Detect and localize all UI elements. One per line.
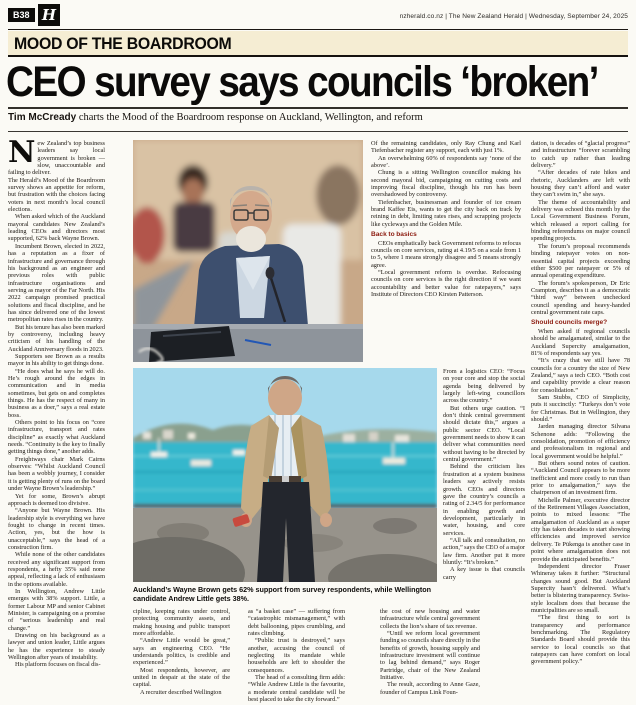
article-column-4: [380, 608, 480, 705]
masthead-meta: nzherald.co.nz | The New Zealand Herald | Wednesday, September 24, 2025: [399, 13, 628, 20]
paragraph: The result, according to Anne Gaze, founder of Campus Link Foun-: [380, 681, 480, 696]
paragraph: “Andrew Little would be great,” says an engineering CEO. “He understands politics, is credible and experienced.”: [133, 637, 230, 667]
paragraph-flow: [371, 140, 521, 298]
paragraph: Chung is a sitting Wellington councillor making his second mayoral bid, campaigning on cutting costs and improving fiscal discipline, though his run has been overshadowed by controversy.: [371, 169, 521, 199]
paragraph: From a logistics CEO: “Focus on your core and stop the social agenda being delivered by largely left-wing councillors across the country.”: [443, 368, 525, 405]
byline-author: Tim McCready: [8, 112, 77, 123]
paragraph: The theme of accountability and delivery was echoed this month by the Local Government Business Forum, which released a report calling for binding referendums on major council spending projects.: [531, 198, 630, 243]
paragraph: “It’s crazy that we still have 78 councils for a country the size of New Zealand,” says a tech CEO. “Both cost and capability provide a clear reason for consolidation.”: [531, 357, 630, 394]
paragraph: Most respondents, however, are united in despair at the state of the capital.: [133, 666, 230, 689]
section-subhead: Back to basics: [371, 231, 417, 239]
paragraph: “The first thing to sort is transparency and performance benchmarking. The Regulatory Standards Board should provide this service to local councils so that ratepayers can have comfort on local government policy.”: [531, 614, 630, 666]
paragraph: “All talk and consultation, no action,” says the CEO of a major law firm. Another put it more bluntly: “It’s broken.”: [443, 536, 525, 566]
lead-paragraph: [8, 140, 105, 177]
paragraph: An overwhelming 60% of respondents say ‘none of the above’.: [371, 154, 521, 170]
paragraph: Tiefenbacher, businessman and founder of ice cream brand Kaffee Eis, wants to get the city back on track by reining in debt, limiting rates rises, and scrapping projects like cycleways and the Golden Mile.: [371, 198, 521, 228]
paragraph: “Public trust is destroyed,” says another, accusing the council of neglecting its mandate while households are left to shoulder the consequences.: [248, 637, 345, 674]
article-column-5: [443, 368, 525, 582]
paragraph: Yet for some, Brown’s abrupt approach is deemed too divisive.: [8, 492, 105, 507]
paragraph: Of the remaining candidates, only Ray Chung and Karl Tiefenbacher register any support, each with just 1%.: [371, 140, 521, 155]
paragraph: Behind the criticism lies frustration at a system business leaders say actively resists growth. CEOs and directors gave the country’s councils a rating of 2.34/5 for performance in enabling growth and development, particularly in water, housing, and core services.: [443, 463, 525, 537]
paragraph: When asked if regional councils should be amalgamated, similar to the Auckland Supercity amalgamation, 81% of respondents say yes.: [531, 327, 630, 357]
photo-andrew-little: [133, 368, 437, 582]
byline-rule: [8, 131, 628, 132]
paragraph: The head of a consulting firm adds: “While Andrew Little is the favourite, a moderate central candidate will be best placed to take the city forward.”: [248, 674, 345, 704]
paragraph: the cost of new housing and water infrastructure while central government collects the lion’s share of tax revenue.: [380, 608, 480, 630]
paragraph: A recruiter described Wellington: [140, 688, 222, 696]
photo-caption: Auckland’s Wayne Brown gets 62% support from survey respondents, while Wellington candidate Andrew Little gets 38%.: [133, 585, 432, 603]
paragraph: But others urge caution. “I don’t think central government should dictate this,” argues a public sector CEO. “Local government needs to show it can deliver what communities need without having to be directed by central government.”: [443, 404, 525, 464]
article-column-6: [531, 140, 630, 705]
paragraph: The Herald’s Mood of the Boardroom survey shows an appetite for reform, but frustration with the choices facing voters in next month’s local council elections.: [8, 176, 105, 214]
paragraph: Supporters see Brown as a results mayor in his ability to get things done.: [8, 352, 105, 368]
paragraph: “Until we reform local government funding so councils share directly in the benefits of growth, housing supply and infrastructure investment will continue to lag behind demand,” says Roger Partridge, chair of the New Zealand Initiative.: [380, 630, 480, 682]
paragraph: A key issue is that councils carry: [443, 566, 525, 581]
paragraph: “After decades of rate hikes and rhetoric, Aucklanders are left with housing they can’t afford and water they can’t swim in,” she says.: [531, 169, 630, 199]
article-column-2: [133, 608, 230, 705]
paragraph: “Local government reform is overdue. Refocusing councils on core services is the right direction if we want accountability and better value for ratepayers,” says Institute of Directors CEO Kirsten Patterson.: [371, 269, 521, 299]
byline-text: charts the Mood of the Boardroom response on Auckland, Wellington, and reform: [76, 112, 423, 123]
paragraph: “Anyone but Wayne Brown. His leadership style is everything we have fought to change in recent times. Action, yes, but the how is unacceptable,” says the head of a construction firm.: [8, 507, 105, 551]
paragraph: Sam Stubbs, CEO of Simplicity, puts it succinctly: “Turkeys don’t vote for Christmas. But in Wellington, they should.”: [531, 393, 630, 423]
paragraph-flow: [531, 140, 630, 666]
paragraph: “He does what he says he will do. He’s rough around the edges in communication and in media sometimes, but gets on and completes things. He has the respect of many in business as a doer,” says a real estate boss.: [8, 367, 105, 419]
article-column-3: [248, 608, 345, 705]
paragraph: Michelle Palmer, executive director of the Retirement Villages Association, points to mixed lessons: “The amalgamation of Auckland as a super city has taken decades to start showing efficiencies and improved service delivery. Te Pūkenga is another case in point where amalgamation does not provide the anticipated benefits.”: [531, 496, 630, 563]
lead-text: ew Zealand’s top business leaders say local government is broken — slow, unaccountable and failing to deliver.: [8, 140, 105, 177]
headline-rule: [8, 107, 628, 109]
drop-cap: N: [8, 140, 36, 170]
section-subhead: Should councils merge?: [531, 319, 608, 327]
article-column-wide: [371, 140, 521, 364]
page-number-badge: B38: [8, 8, 35, 22]
herald-logo-icon: H: [38, 4, 60, 26]
paragraph: Freightways chair Mark Cairns observes: “Whilst Auckland Council has been a wobbly journey, I consider it is getting plenty of runs on the board under Wayne Brown’s leadership.”: [8, 455, 105, 493]
paragraph: CEOs emphatically back Government reforms to refocus councils on core services, rating at 4.19/5 on a scale from 1 to 5, where 1 means strongly disagree and 5 means strongly agree.: [371, 239, 521, 269]
paragraph: dation, is decades of “glacial progress” and infrastructure “forever scrambling to catch up rather than leading delivery.”: [531, 140, 630, 170]
paragraph: as “a basket case” — suffering from “catastrophic mismanagement,” with debt ballooning, pipes crumbling, and rates climbing.: [248, 608, 345, 638]
section-banner: [8, 31, 628, 57]
paragraph: Others point to his focus on “core infrastructure, transport and rates discipline” as exactly what Auckland needs. “Continuity is the key to finally getting things done,” another adds.: [8, 419, 105, 456]
paragraph-flow: [8, 177, 105, 669]
paragraph: The forum’s spokesperson, Dr Eric Crampton, describes it as a democratic “third way” between unchecked council spending and heavy-handed central government rate caps.: [531, 279, 630, 316]
paragraph: But his tenure has also been marked by controversy, including heavy criticism of his handling of the Auckland Anniversary floods in 2023.: [8, 323, 105, 353]
masthead-rule: [8, 29, 628, 30]
paragraph: When asked which of the Auckland mayoral candidates New Zealand’s leading CEOs and directors most supported, 62% back Wayne Brown.: [8, 213, 105, 243]
paragraph: His platform focuses on fiscal dis-: [15, 661, 101, 669]
paragraph: The forum’s proposal recommends binding ratepayer votes on non-essential capital projects exceeding either $500 per ratepayer or 5% of annual operating expenditure.: [531, 242, 630, 280]
paragraph: But others sound notes of caution. “Auckland Council appears to be more inefficient and more costly to run than prior to amalgamation,” says the chairperson of an investment firm.: [531, 460, 630, 497]
paragraph: cipline, keeping rates under control, protecting community assets, and making housing and public transport more affordable.: [133, 608, 230, 638]
paragraph: While none of the other candidates received any significant support from respondents, a hefty 35% said none appeal, reflecting a lack of enthusiasm in the options available.: [8, 551, 105, 588]
article-column-1: [8, 140, 105, 705]
byline: [8, 112, 423, 123]
paragraph: Independent director Fraser Whineray takes it further: “Structural changes sound good. But Auckland Supercity hasn’t delivered. What’s better is blistering transparency. Swiss-style localism does that because the municipalities are so small.: [531, 562, 630, 614]
photo-wayne-brown: [133, 140, 363, 362]
paragraph-flow: [248, 608, 345, 703]
paragraph: Incumbent Brown, elected in 2022, has a reputation as a fixer of infrastructure and governance through his background as an engineer and previous roles with public infrastructure organisations and serving as mayor of the Far North. His 2022 campaign promised practical solutions and fiscal discipline, and he has since delivered one of the lowest metropolitan rates rises in the country.: [8, 242, 105, 324]
paragraph: In Wellington, Andrew Little emerges with 38% support. Little, a former Labour MP and senior Cabinet Minister, is campaigning on a promise of “serious leadership and real change.”: [8, 587, 105, 632]
paragraph-flow: [133, 608, 230, 696]
paragraph-flow: [380, 608, 480, 696]
section-kicker: MOOD OF THE BOARDROOM: [14, 35, 232, 53]
paragraph-flow: [443, 368, 525, 581]
paragraph: Jarden managing director Silvana Schenone adds: “Following the consolidation, promotion of efficiency and professionalism in regional and local government would be helpful.”: [531, 423, 630, 460]
paragraph: Drawing on his background as a lawyer and union leader, Little argues he has the experience to steady Wellington after years of instability.: [8, 632, 105, 662]
headline: CEO survey says councils ‘broken’: [6, 58, 598, 106]
